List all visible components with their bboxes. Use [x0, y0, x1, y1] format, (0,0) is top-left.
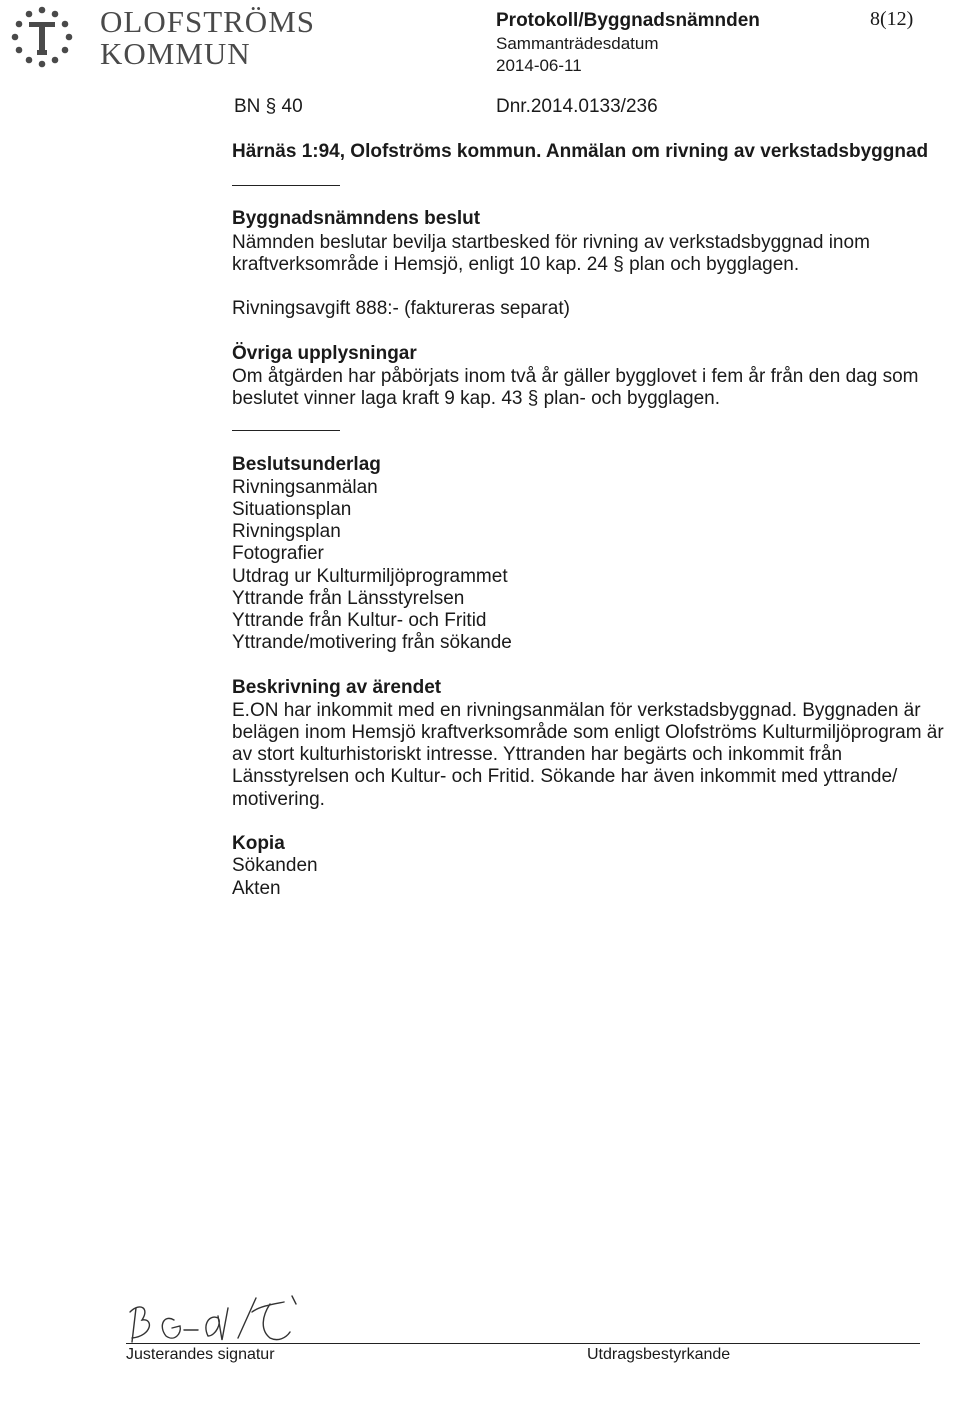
decision-line: Nämnden beslutar bevilja startbesked för rivning av verkstadsbyggnad inom — [232, 232, 870, 253]
basis-item: Situationsplan — [232, 499, 352, 520]
page-number: 8(12) — [870, 8, 914, 30]
description-heading: Beskrivning av ärendet — [232, 677, 442, 698]
case-number: Dnr.2014.0133/236 — [496, 96, 658, 117]
copy-recipient: Sökanden — [232, 855, 318, 876]
meeting-date: 2014-06-11 — [496, 56, 582, 75]
other-info-line: Om åtgärden har påbörjats inom två år gäller bygglovet i fem år från den dag som — [232, 366, 919, 387]
basis-item: Rivningsanmälan — [232, 477, 378, 498]
description-line: motivering. — [232, 789, 325, 810]
basis-item: Utdrag ur Kulturmiljöprogrammet — [232, 566, 508, 587]
paragraph-number: BN § 40 — [234, 96, 303, 117]
basis-item: Rivningsplan — [232, 521, 341, 542]
meeting-date-label: Sammanträdesdatum — [496, 34, 659, 53]
case-heading: Härnäs 1:94, Olofströms kommun. Anmälan om rivning av verkstadsbyggnad — [232, 141, 929, 162]
section-divider — [232, 185, 340, 186]
copy-heading: Kopia — [232, 833, 285, 854]
basis-item: Yttrande/motivering från sökande — [232, 632, 512, 653]
description-line: belägen inom Hemsjö kraftverksområde som enligt Olofströms Kulturmiljöprogram är — [232, 722, 944, 743]
decision-line: kraftverksområde i Hemsjö, enligt 10 kap. 24 § plan och bygglagen. — [232, 254, 800, 275]
adjuster-signature-label: Justerandes signatur — [126, 1346, 275, 1363]
signature-line — [126, 1343, 920, 1344]
handwritten-signature — [124, 1290, 304, 1350]
logo-line-1: OLOFSTRÖMS — [100, 4, 315, 39]
fee-text: Rivningsavgift 888:- (faktureras separat) — [232, 298, 570, 319]
basis-item: Yttrande från Länsstyrelsen — [232, 588, 465, 609]
copy-recipient: Akten — [232, 878, 281, 899]
protocol-title: Protokoll/Byggnadsnämnden — [496, 10, 760, 31]
basis-item: Fotografier — [232, 543, 324, 564]
municipal-dots-emblem-icon — [4, 4, 86, 70]
section-divider — [232, 430, 340, 431]
description-line: E.ON har inkommit med en rivningsanmälan för verkstadsbyggnad. Byggnaden är — [232, 700, 921, 721]
decision-heading: Byggnadsnämndens beslut — [232, 208, 481, 229]
municipality-logo — [4, 2, 424, 72]
logo-line-2: KOMMUN — [100, 36, 251, 71]
other-info-line: beslutet vinner laga kraft 9 kap. 43 § plan- och bygglagen. — [232, 388, 720, 409]
other-info-heading: Övriga upplysningar — [232, 343, 417, 364]
basis-item: Yttrande från Kultur- och Fritid — [232, 610, 487, 631]
description-line: Länsstyrelsen och Kultur- och Fritid. Sökande har även inkommit med yttrande/ — [232, 766, 898, 787]
basis-heading: Beslutsunderlag — [232, 454, 381, 475]
description-line: av stort kulturhistoriskt intresse. Yttranden har begärts och inkommit från — [232, 744, 843, 765]
extract-certification-label: Utdragsbestyrkande — [587, 1346, 731, 1363]
